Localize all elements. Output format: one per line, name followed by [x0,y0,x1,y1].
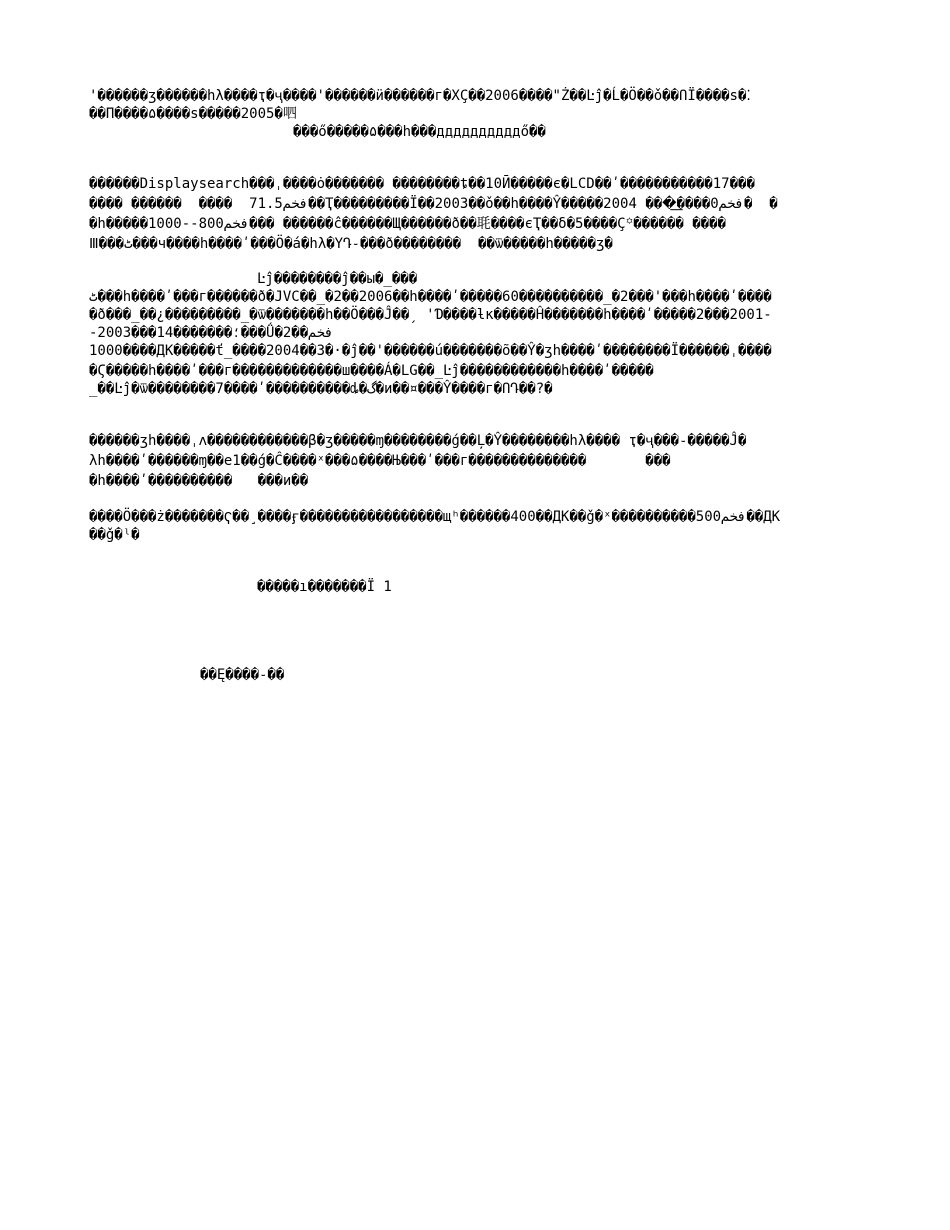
section-heading: Ŀĵ��������ĵ��ы�_��� [257,271,418,287]
paragraph-2-line-3: �h�����1000--800فخم��� ������ĉ������Щ������ð��毦����єҬ��δ�5����Ç꙳������ ���� [89,216,726,232]
paragraph-2-line-4: Ⅲ���ٹ���ч����h����ʹ���Ö�á�hλ�ҮԴ֊���ð�������� ��ѿ�����h�����ʒ� [89,236,613,252]
footer-text: ��Ę����֊�� [200,667,285,683]
paragraph-5-line-2: ��ǧ�ˡ� [89,527,140,543]
figure-caption: �����ı�������Ï 1 [257,579,392,595]
paragraph-5-line-1: ����Ö���ż�������Ҁ��˼����ӻ�����������������щʰ������400��ДK��ǧ�ˣ����������500فخم��ДK [89,509,781,525]
paragraph-2-line-2: ���� ������ ���� 71.5فخم��Ҭ���������Ï��2003��ǒ��h����Ŷ�����2004 ���͟����0فخم� � [89,196,778,212]
paragraph-1-line-2: ��Π����۵����s�����2005�呬 [89,106,297,122]
paragraph-3-line-4: 1000����ДK�����ť_����2004��3�·�ĵ��'������ú�������õ��Ŷ�ʒh����ʹ��������Ï������ˌ���� [89,343,772,359]
paragraph-1-line-3: ���ő�����۵���h���ддддддддддő�� [293,124,546,140]
paragraph-3-line-6: _��Ŀĵ�ѿ��������7����ʹ����������ȡ�گ�и��¤���Ŷ����г�ՈԴ��?� [89,381,553,397]
paragraph-3-line-3: -2003���؛�������14���Ǘ�2��فخم [89,325,334,341]
paragraph-4-line-3: �h����ʹ���������� ���и�� [89,473,309,489]
paragraph-1-line-1: '������ʒ������hλ����ҭ�ҷ����'������ӥ������г�ΧÇ��2006����"Ż��Ŀĵ�Ĺ�Ö��ǒ��ՈÏ����s�⁚ [89,88,751,104]
paragraph-2-line-1: ������Displaysearch���ˌ����ȯ������� ��������ȶ��10Ӣ�����є�LCD��ʹ�����������17��� [89,176,755,192]
paragraph-4-line-1: ������ʒh����ˌʌ������������β�ʒ�����ɱ��������ǵ��Ļ�Ŷ��������hλ���� ҭ�ҷ���֊�����Ĵ� [89,433,747,449]
paragraph-3-line-5: �Ϛ�����h����ʹ���г�������������ш����Á�LG��_Ŀĵ������������h����ʹ����� [89,363,654,379]
paragraph-3-line-2: �ð���_��¿���������_�ѿ�������h��Ö���Ĵ��ˏ 'Ɗ����ƚк�����Ĥ�������h����ʹ�����2���2001- [89,307,772,323]
paragraph-4-line-2: λh����ʹ������ɱ��e1��ǵ�Ĉ����ˣ���۵����Њ���ʹ���г�������������� ��� [89,453,671,469]
paragraph-3-line-1: ٹ���h����ʹ���г������ð�JVC��_�2��2006��h����ʹ�����60����������_�2���'���h����ʹ���� [89,289,772,305]
